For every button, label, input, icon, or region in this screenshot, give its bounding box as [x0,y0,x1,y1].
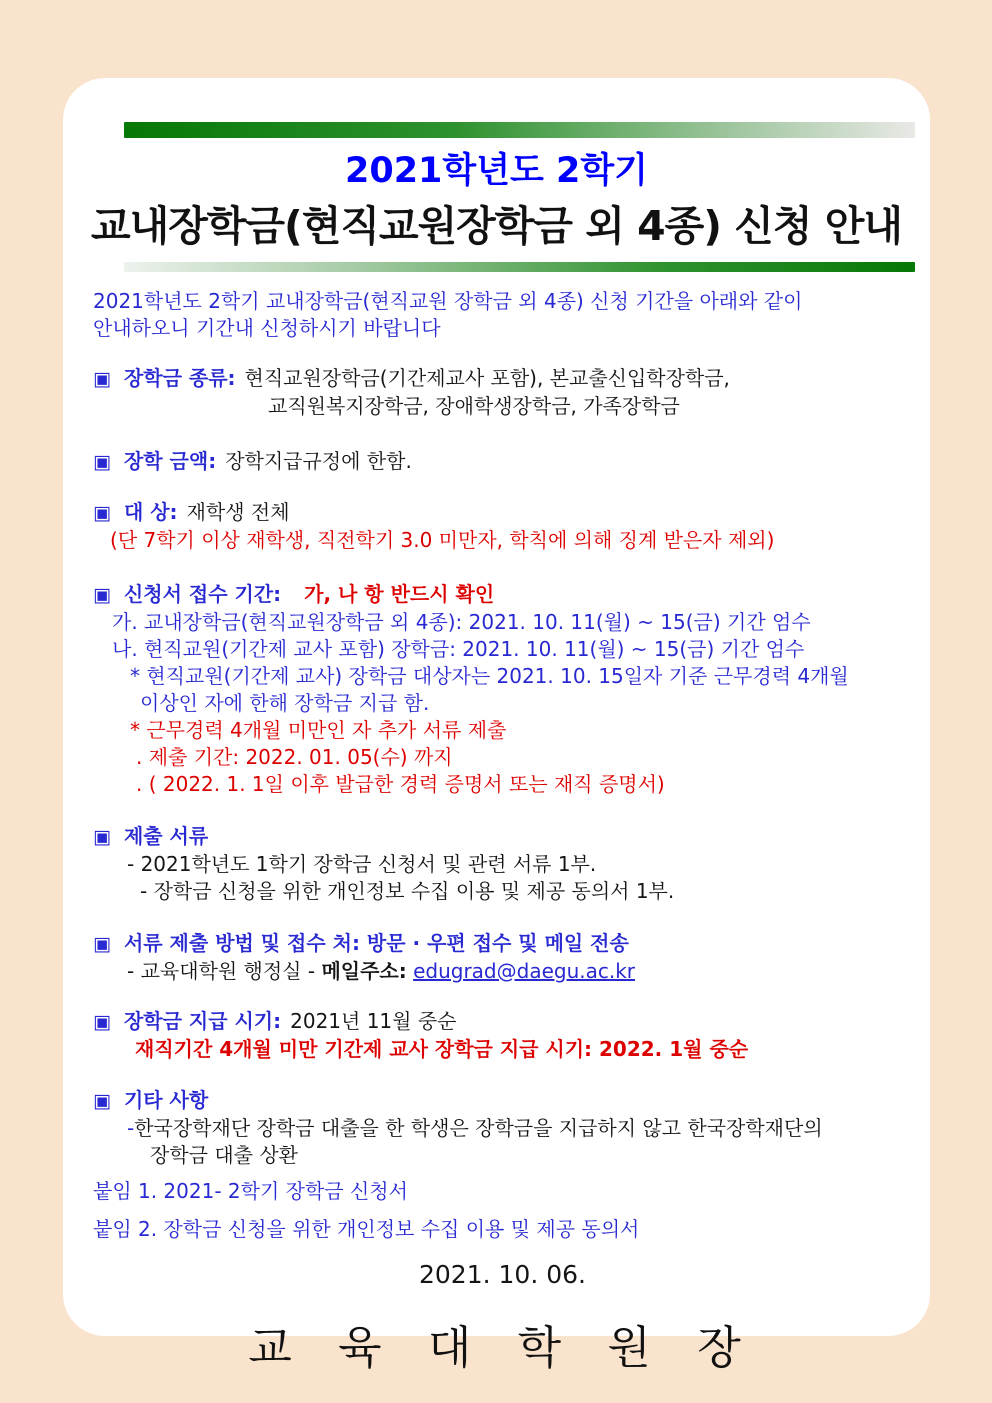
payment-note: 재직기간 4개월 미만 기간제 교사 장학금 지급 시기: 2022. 1월 중순 [135,1037,749,1061]
section-etc [93,1087,912,1169]
notice-title: 교내장학금(현직교원장학금 외 4종) 신청 안내 [90,202,902,250]
etc-dash: - [127,1116,135,1140]
section-bullet-icon: ▣ [93,584,111,606]
target-text: 재학생 전체 [186,500,290,524]
intro-line-2: 안내하오니 기간내 신청하시기 바랍니다 [93,316,441,340]
section-kinds [93,365,912,420]
kinds-label: 장학금 종류: [123,366,236,390]
target-label: 대 상: [123,500,178,524]
period-note2-sub1: . 제출 기간: 2022. 01. 05(수) 까지 [136,745,453,769]
target-exclusion-note: (단 7학기 이상 재학생, 직전학기 3.0 미만자, 학칙에 의해 징계 받은자 제외) [110,528,775,552]
documents-item-2: - 장학금 신청을 위한 개인정보 수집 이용 및 제공 동의서 1부. [140,879,675,903]
notice-body [63,288,930,1376]
section-payment [93,1008,912,1063]
amount-text: 장학지급규정에 한함. [225,449,412,473]
attachment-2: 붙임 2. 장학금 신청을 위한 개인정보 수집 이용 및 제공 동의서 [93,1217,640,1241]
period-note2: * 근무경력 4개월 미만인 자 추가 서류 제출 [130,718,507,742]
period-item-ga: 가. 교내장학금(현직교원장학금 외 4종): 2021. 10. 11(월) ~ 15(금) 기간 엄수 [112,610,811,634]
etc-line-2: 장학금 대출 상환 [150,1143,298,1167]
section-target [93,499,912,554]
section-bullet-icon: ▣ [93,502,111,524]
amount-label: 장학 금액: [123,449,217,473]
submission-office: - 교육대학원 행정실 - [127,959,316,983]
email-link[interactable]: edugrad@daegu.ac.kr [413,959,636,983]
period-note2-sub2: . ( 2022. 1. 1일 이후 발급한 경력 증명서 또는 재직 증명서) [136,772,665,796]
top-gradient-bar [124,122,915,138]
period-note1-line1: * 현직교원(기간제 교사) 장학금 대상자는 2021. 10. 15일자 기준 근무경력 4개월 [130,664,849,688]
payment-text: 2021년 11월 중순 [290,1009,457,1033]
section-period [93,581,912,798]
notice-subtitle: 2021학년도 2학기 [344,151,648,191]
section-submission [93,930,912,985]
period-item-na: 나. 현직교원(기간제 교사 포함) 장학금: 2021. 10. 11(월) ~ 15(금) 기간 엄수 [112,637,805,661]
attachment-1: 붙임 1. 2021- 2학기 장학금 신청서 [93,1179,408,1203]
submission-office-line [93,958,912,985]
section-bullet-icon: ▣ [93,368,111,390]
signature-dean-of-graduate-school: 교 육 대 학 원 장 [248,1321,757,1374]
section-bullet-icon: ▣ [93,451,111,473]
payment-label: 장학금 지급 시기: [123,1009,282,1033]
period-note1-line2: 이상인 자에 한해 장학금 지급 함. [140,691,430,715]
notice-document [63,78,930,1374]
bottom-gradient-bar [124,262,915,272]
section-bullet-icon: ▣ [93,826,111,848]
intro-line-1: 2021학년도 2학기 교내장학금(현직교원 장학금 외 4종) 신청 기간을 아래와 같이 [93,289,803,313]
period-emphasis: 가, 나 항 반드시 확인 [304,582,495,606]
kinds-line-2: 교직원복지장학금, 장애학생장학금, 가족장학금 [268,394,680,418]
intro-paragraph [93,288,912,342]
section-documents [93,823,912,905]
documents-item-1: - 2021학년도 1학기 장학금 신청서 및 관련 서류 1부. [127,852,597,876]
section-bullet-icon: ▣ [93,1011,111,1033]
documents-label: 제출 서류 [123,824,209,848]
etc-label: 기타 사항 [123,1088,209,1112]
notice-date: 2021. 10. 06. [419,1260,586,1289]
period-label: 신청서 접수 기간: [123,582,282,606]
submission-mail-label: 메일주소: [321,959,407,983]
kinds-line-1: 현직교원장학금(기간제교사 포함), 본교출신입학장학금, [244,366,730,390]
submission-label: 서류 제출 방법 및 접수 처: 방문 · 우편 접수 및 메일 전송 [123,931,629,955]
section-bullet-icon: ▣ [93,933,111,955]
section-bullet-icon: ▣ [93,1090,111,1112]
section-amount [93,448,912,476]
etc-line-1: -한국장학재단 장학금 대출을 한 학생은 장학금을 지급하지 않고 한국장학재단의 [127,1116,823,1140]
